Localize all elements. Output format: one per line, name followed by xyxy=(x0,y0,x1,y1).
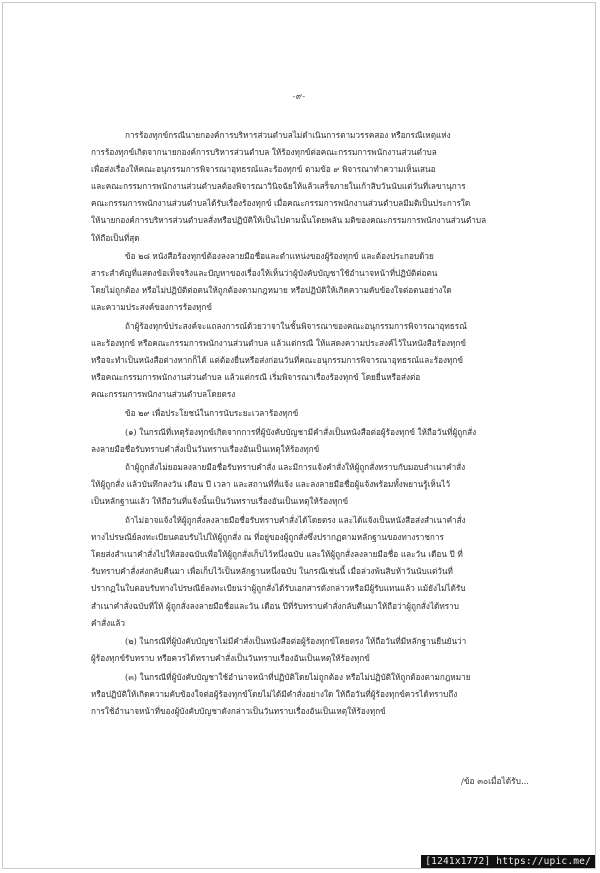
text-line: โดยไม่ถูกต้อง หรือไม่ปฏิบัติต่อตนให้ถูกต้องตามกฎหมาย หรือปฏิบัติให้เกิดความคับข้องใจต่อตนอย่างใด xyxy=(91,285,452,296)
text-line: หรือปฏิบัติให้เกิดความคับข้องใจต่อผู้ร้องทุกข์โดยไม่ได้มีคำสั่งอย่างใด ให้ถือวันที่ผู้ร้องทุกข์ควรได้ทราบถึง xyxy=(91,689,458,699)
text-line: และคณะกรรมการพนักงานส่วนตำบลต้องพิจารณาวินิจฉัยให้แล้วเสร็จภายในเก้าสิบวันนับแต่วันที่เลขานุการ xyxy=(91,181,466,192)
text-line: รับทราบคำสั่งส่งกลับคืนมา เพื่อเก็บไว้เป็นหลักฐานหนึ่งฉบับ ในกรณีเช่นนี้ เมื่อล่วงพ้นสิบห้าวันนับแต่วันที่ xyxy=(91,566,453,577)
text-line: ถ้าผู้ถูกสั่งไม่ยอมลงลายมือชื่อรับทราบคำสั่ง และมีการแจ้งคำสั่งให้ผู้ถูกสั่งทราบกับมอบสำเนาคำสั่ง xyxy=(125,462,466,473)
paragraph-item-3 xyxy=(91,669,523,720)
text-line: (๓) ในกรณีที่ผู้บังคับบัญชาใช้อำนาจหน้าที่ปฏิบัติโดยไม่ถูกต้อง หรือไม่ปฏิบัติให้ถูกต้องตามกฎหมาย xyxy=(125,671,471,682)
text-line: ปรากฏในใบตอบรับทางไปรษณีย์ลงทะเบียนว่าผู้ถูกสั่งได้รับเอกสารดังกล่าวหรือมีผู้รับแทนแล้ว แม้ยังไม่ได้รับ xyxy=(91,583,466,594)
text-line: ข้อ ๒๘ หนังสือร้องทุกข์ต้องลงลายมือชื่อและตำแหน่งของผู้ร้องทุกข์ และต้องประกอบด้วย xyxy=(125,251,434,262)
text-line: เพื่อส่งเรื่องให้คณะอนุกรรมการพิจารณาอุทธรณ์และร้องทุกข์ ตามข้อ ๙ พิจารณาทำความเห็นเสนอ xyxy=(91,164,436,175)
text-line: และความประสงค์ของการร้องทุกข์ xyxy=(91,302,212,313)
text-line: ให้ผู้ถูกสั่ง แล้วบันทึกลงวัน เดือน ปี เวลา และสถานที่ที่แจ้ง และลงลายมือชื่อผู้แจ้งพร้อมทั้งพยานรู้เห็นไว้ xyxy=(91,479,451,490)
text-line: ถ้าผู้ร้องทุกข์ประสงค์จะแถลงการณ์ด้วยวาจาในชั้นพิจารณาของคณะอนุกรรมการพิจารณาอุทธรณ์ xyxy=(125,321,467,332)
text-line: ผู้ร้องทุกข์รับทราบ หรือควรได้ทราบคำสั่งเป็นวันทราบเรื่องอันเป็นเหตุให้ร้องทุกข์ xyxy=(91,653,370,664)
page-number: -๙- xyxy=(292,92,306,102)
text-line: หรือคณะกรรมการพนักงานส่วนตำบล แล้วแต่กรณี เริ่มพิจารณาเรื่องร้องทุกข์ โดยยื่นหรือส่งต่อ xyxy=(91,372,421,383)
text-line: หรือจะทำเป็นหนังสือต่างหากก็ได้ แต่ต้องยื่นหรือส่งก่อนวันที่คณะอนุกรรมการพิจารณาอุทธรณ์และร้องทุกข์ xyxy=(91,355,463,366)
text-line: คณะกรรมการพนักงานส่วนตำบลโดยตรง xyxy=(91,389,236,400)
next-page-reference: /ข้อ ๓๐เมื่อได้รับ... xyxy=(461,776,529,786)
text-line: และร้องทุกข์ หรือคณะกรรมการพนักงานส่วนตำบล แล้วแต่กรณี ให้แสดงความประสงค์ไว้ในหนังสือร้องทุกข์ xyxy=(91,338,466,349)
text-line: การใช้อำนาจหน้าที่ของผู้บังคับบัญชาดังกล่าวเป็นวันทราบเรื่องอันเป็นเหตุให้ร้องทุกข์ xyxy=(91,706,386,717)
text-line: ทางไปรษณีย์ลงทะเบียนตอบรับไปให้ผู้ถูกสั่ง ณ ที่อยู่ของผู้ถูกสั่งซึ่งปรากฏตามหลักฐานของทางราชการ xyxy=(91,532,444,543)
text-line: ถ้าไม่อาจแจ้งให้ผู้ถูกสั่งลงลายมือชื่อรับทราบคำสั่งได้โดยตรง และได้แจ้งเป็นหนังสือส่งสำเนาคำสั่ง xyxy=(125,515,466,526)
text-line: ข้อ ๒๙ เพื่อประโยชน์ในการนับระยะเวลาร้องทุกข์ xyxy=(125,408,299,418)
text-line: ลงลายมือชื่อรับทราบคำสั่งเป็นวันทราบเรื่องอันเป็นเหตุให้ร้องทุกข์ xyxy=(91,443,320,454)
text-line: ให้นายกองค์การบริหารส่วนตำบลสั่งหรือปฏิบัติให้เป็นไปตามนั้นโดยพลัน มติของคณะกรรมการพนักงานส่วนตำบล xyxy=(91,215,487,226)
paragraph-complaint-against-chief xyxy=(91,127,523,247)
text-line: คณะกรรมการพนักงานส่วนตำบลได้รับเรื่องร้องทุกข์ เมื่อคณะกรรมการพนักงานส่วนตำบลมีมติเป็นประการใด xyxy=(91,198,471,209)
text-line: สำเนาคำสั่งฉบับที่ให้ ผู้ถูกสั่งลงลายมือชื่อและวัน เดือน ปีที่รับทราบคำสั่งกลับคืนมาให้ถือว่าผู้ถูกสั่งได้ทราบ xyxy=(91,600,459,611)
document-body xyxy=(91,127,523,722)
text-line: การร้องทุกข์กรณีนายกองค์การบริหารส่วนตำบลไม่ดำเนินการตามวรรคสอง หรือกรณีเหตุแห่ง xyxy=(125,130,451,140)
paragraph-refuse-to-sign xyxy=(91,459,523,510)
image-host-watermark: [1241x1772] https://upic.me/ xyxy=(421,855,595,868)
document-page xyxy=(2,2,596,869)
paragraph-clause-28 xyxy=(91,248,523,316)
text-line: การร้องทุกข์เกิดจากนายกองค์การบริหารส่วนตำบล ให้ร้องทุกข์ต่อคณะกรรมการพนักงานส่วนตำบล xyxy=(91,147,437,158)
text-line: โดยส่งสำเนาคำสั่งไปให้สองฉบับเพื่อให้ผู้ถูกสั่งเก็บไว้หนึ่งฉบับ และให้ผู้ถูกสั่งลงลายมือชื่อ และวัน เดือน ปี ที่ xyxy=(91,549,463,560)
text-line: (๑) ในกรณีที่เหตุร้องทุกข์เกิดจากการที่ผู้บังคับบัญชามีคำสั่งเป็นหนังสือต่อผู้ร้องทุกข์ ให้ถือวันที่ผู้ถูกสั่ง xyxy=(125,426,477,437)
text-line: ให้ถือเป็นที่สุด xyxy=(91,232,140,243)
text-line: คำสั่งแล้ว xyxy=(91,617,125,628)
text-line: สาระสำคัญที่แสดงข้อเท็จจริงและปัญหาของเรื่องให้เห็นว่าผู้บังคับบัญชาใช้อำนาจหน้าที่ปฏิบัติต่อตน xyxy=(91,268,438,279)
paragraph-item-2 xyxy=(91,633,523,667)
paragraph-oral-statement xyxy=(91,318,523,403)
text-line: เป็นหลักฐานแล้ว ให้ถือวันที่แจ้งนั้นเป็นวันทราบเรื่องอันเป็นเหตุให้ร้องทุกข์ xyxy=(91,496,349,507)
paragraph-item-1 xyxy=(91,424,523,458)
paragraph-clause-29 xyxy=(91,405,523,422)
paragraph-registered-mail xyxy=(91,512,523,632)
text-line: (๒) ในกรณีที่ผู้บังคับบัญชาไม่มีคำสั่งเป็นหนังสือต่อผู้ร้องทุกข์โดยตรง ให้ถือวันที่มีหลักฐานยืนยันว่า xyxy=(125,636,467,647)
